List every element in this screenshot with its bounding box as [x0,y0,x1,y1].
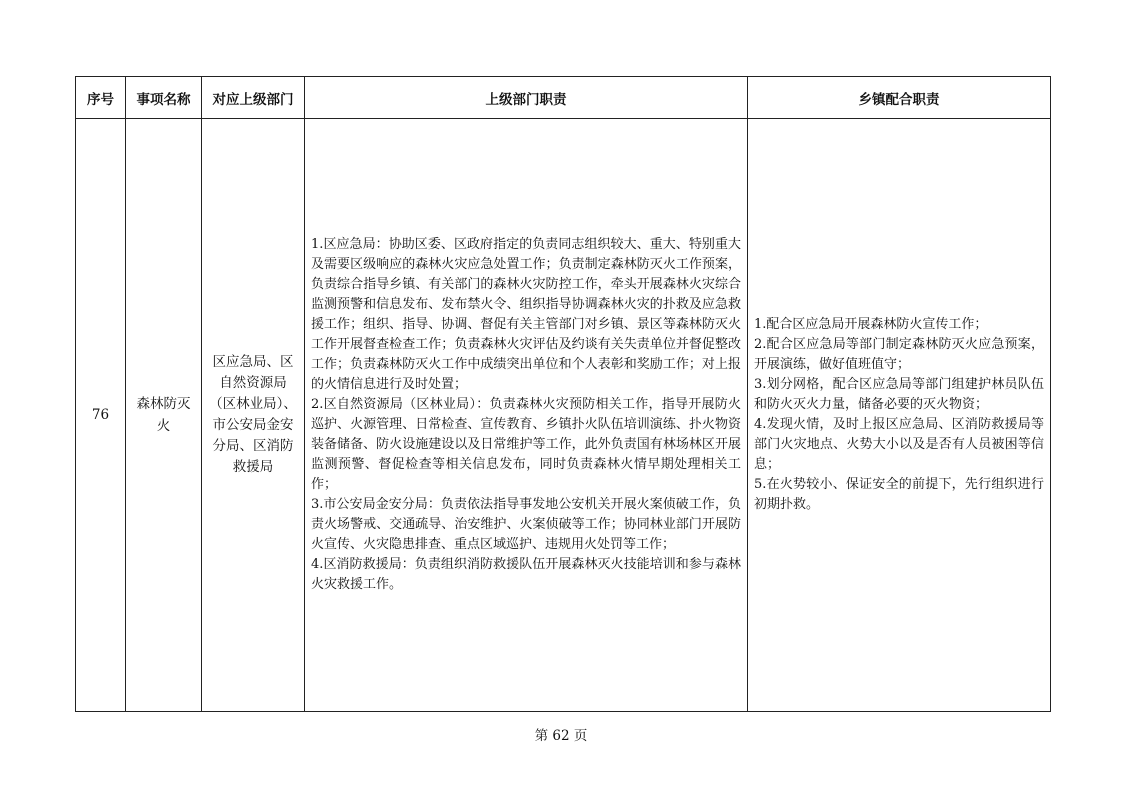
header-item-name: 事项名称 [126,77,202,119]
row-dept: 区应急局、区自然资源局（区林业局）、市公安局金安分局、区消防救援局 [202,119,305,712]
upper-duty-item: 3.市公安局金安分局：负责依法指导事发地公安机关开展火案侦破工作，负责火场警戒、交通疏导、治安维护、火案侦破等工作；协同林业部门开展防火宣传、火灾隐患排查、重点区域巡护、违规用火处罚等工作； [311,497,741,552]
town-duty-item: 2.配合区应急局等部门制定森林防灭火应急预案，开展演练，做好值班值守； [754,337,1044,372]
upper-duty-item: 2.区自然资源局（区林业局）：负责森林火灾预防相关工作，指导开展防火巡护、火源管理、日常检查、宣传教育、乡镇扑火队伍培训演练、扑火物资装备储备、防火设施建设以及日常维护等工作，此外负责国有林场林区开展监测预警、督促检查等相关信息发布，同时负责森林火情早期处理相关工作； [311,397,741,492]
row-upper-duty [305,119,748,712]
upper-duty-item: 4.区消防救援局：负责组织消防救援队伍开展森林灭火技能培训和参与森林火灾救援工作。 [311,557,741,592]
upper-duty-item: 1.区应急局：协助区委、区政府指定的负责同志组织较大、重大、特别重大及需要区级响应的森林火灾应急处置工作；负责制定森林防灭火工作预案，负责综合指导乡镇、有关部门的森林火灾防控工作，牵头开展森林火灾综合监测预警和信息发布、发布禁火令、组织指导协调森林火灾的扑救及应急救援工作；组织、指导、协调、督促有关主管部门对乡镇、景区等森林防灭火工作开展督查检查工作；负责森林火灾评估及约谈有关失责单位并督促整改工作；负责森林防灭火工作中成绩突出单位和个人表彰和奖励工作；对上报的火情信息进行及时处置； [311,237,741,392]
header-seq: 序号 [76,77,126,119]
town-duty-item: 5.在火势较小、保证安全的前提下，先行组织进行初期扑救。 [754,477,1044,512]
town-duty-item: 4.发现火情，及时上报区应急局、区消防救援局等部门火灾地点、火势大小以及是否有人员被困等信息； [754,417,1044,472]
row-seq: 76 [76,119,126,712]
row-item-name [126,119,202,712]
row-town-duty [748,119,1051,712]
page-number: 第 62 页 [534,728,588,744]
town-duty-item: 1.配合区应急局开展森林防火宣传工作； [754,317,988,332]
town-duty-item: 3.划分网格，配合区应急局等部门组建护林员队伍和防火灭火力量，储备必要的灭火物资； [754,377,1044,412]
header-town-duty: 乡镇配合职责 [748,77,1051,119]
header-dept: 对应上级部门 [202,77,305,119]
table-header-row [76,77,1051,119]
table-row [76,119,1051,712]
duty-table [75,76,1051,712]
item-name-text: 森林防灭火 [136,396,191,434]
header-upper-duty: 上级部门职责 [305,77,748,119]
